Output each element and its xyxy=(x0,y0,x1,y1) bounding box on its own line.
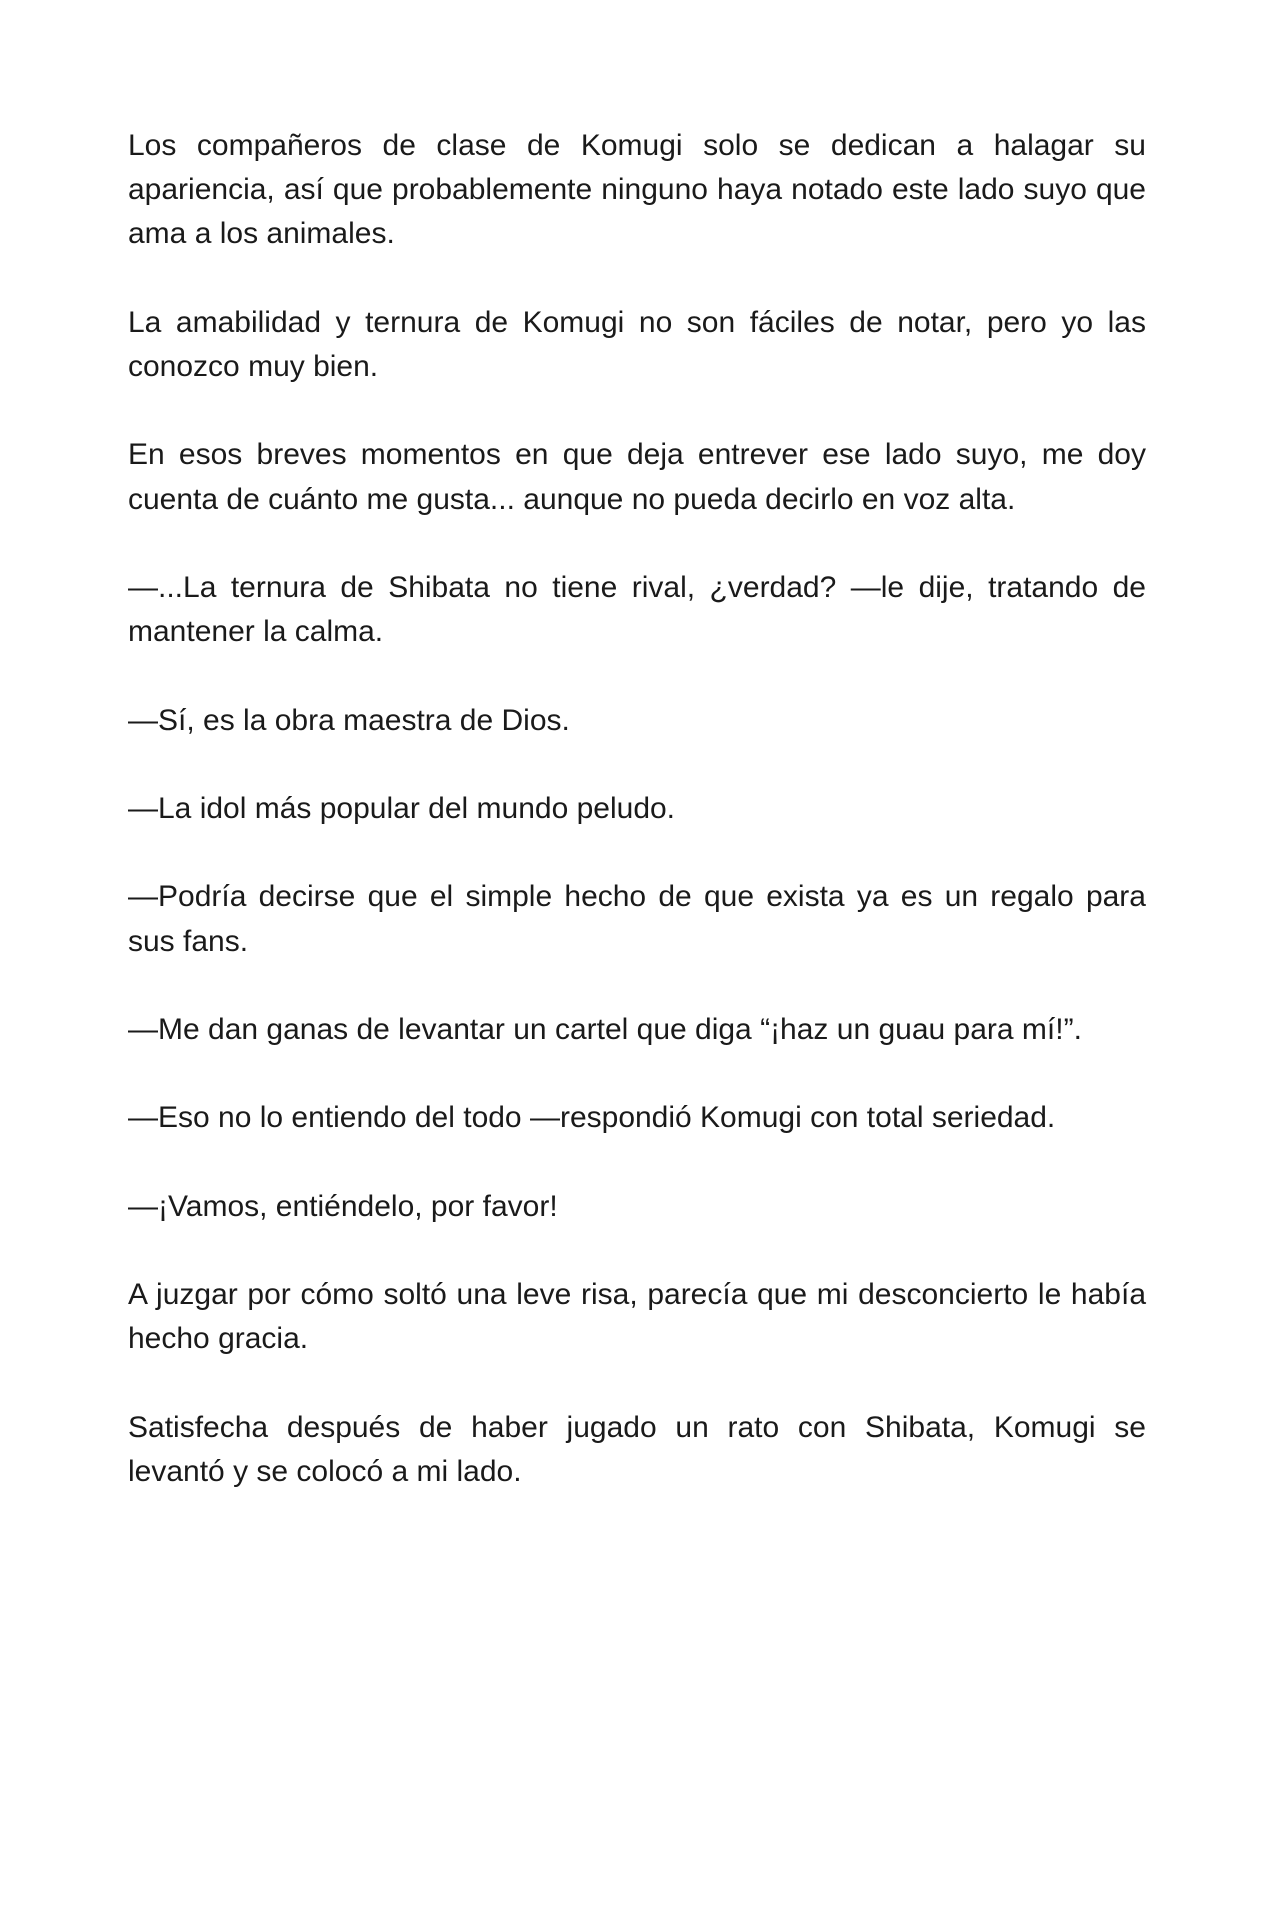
paragraph: Los compañeros de clase de Komugi solo se dedican a halagar su apariencia, así que probablemente ninguno haya notado este lado suyo que ama a los animales. xyxy=(128,129,1146,251)
dialogue-paragraph: —Podría decirse que el simple hecho de que exista ya es un regalo para sus fans. xyxy=(128,880,1146,958)
dialogue-paragraph: —...La ternura de Shibata no tiene rival, ¿verdad? —le dije, tratando de mantener la calma. xyxy=(128,570,1146,649)
paragraph: A juzgar por cómo soltó una leve risa, parecía que mi desconcierto le había hecho gracia. xyxy=(128,1278,1146,1356)
dialogue-paragraph: —Me dan ganas de levantar un cartel que diga “¡haz un guau para mí!”. xyxy=(128,1012,1082,1046)
dialogue-paragraph: —La idol más popular del mundo peludo. xyxy=(128,791,676,825)
dialogue-paragraph: —Eso no lo entiendo del todo —respondió Komugi con total seriedad. xyxy=(128,1101,1056,1135)
dialogue-paragraph: —Sí, es la obra maestra de Dios. xyxy=(128,703,570,737)
paragraph: La amabilidad y ternura de Komugi no son fáciles de notar, pero yo las conozco muy bien. xyxy=(128,305,1146,383)
paragraph: Satisfecha después de haber jugado un rato con Shibata, Komugi se levantó y se colocó a mi lado. xyxy=(128,1410,1146,1488)
dialogue-paragraph: —¡Vamos, entiéndelo, por favor! xyxy=(128,1189,558,1223)
paragraph: En esos breves momentos en que deja entrever ese lado suyo, me doy cuenta de cuánto me gusta... aunque no pueda decirlo en voz alta. xyxy=(128,438,1146,516)
